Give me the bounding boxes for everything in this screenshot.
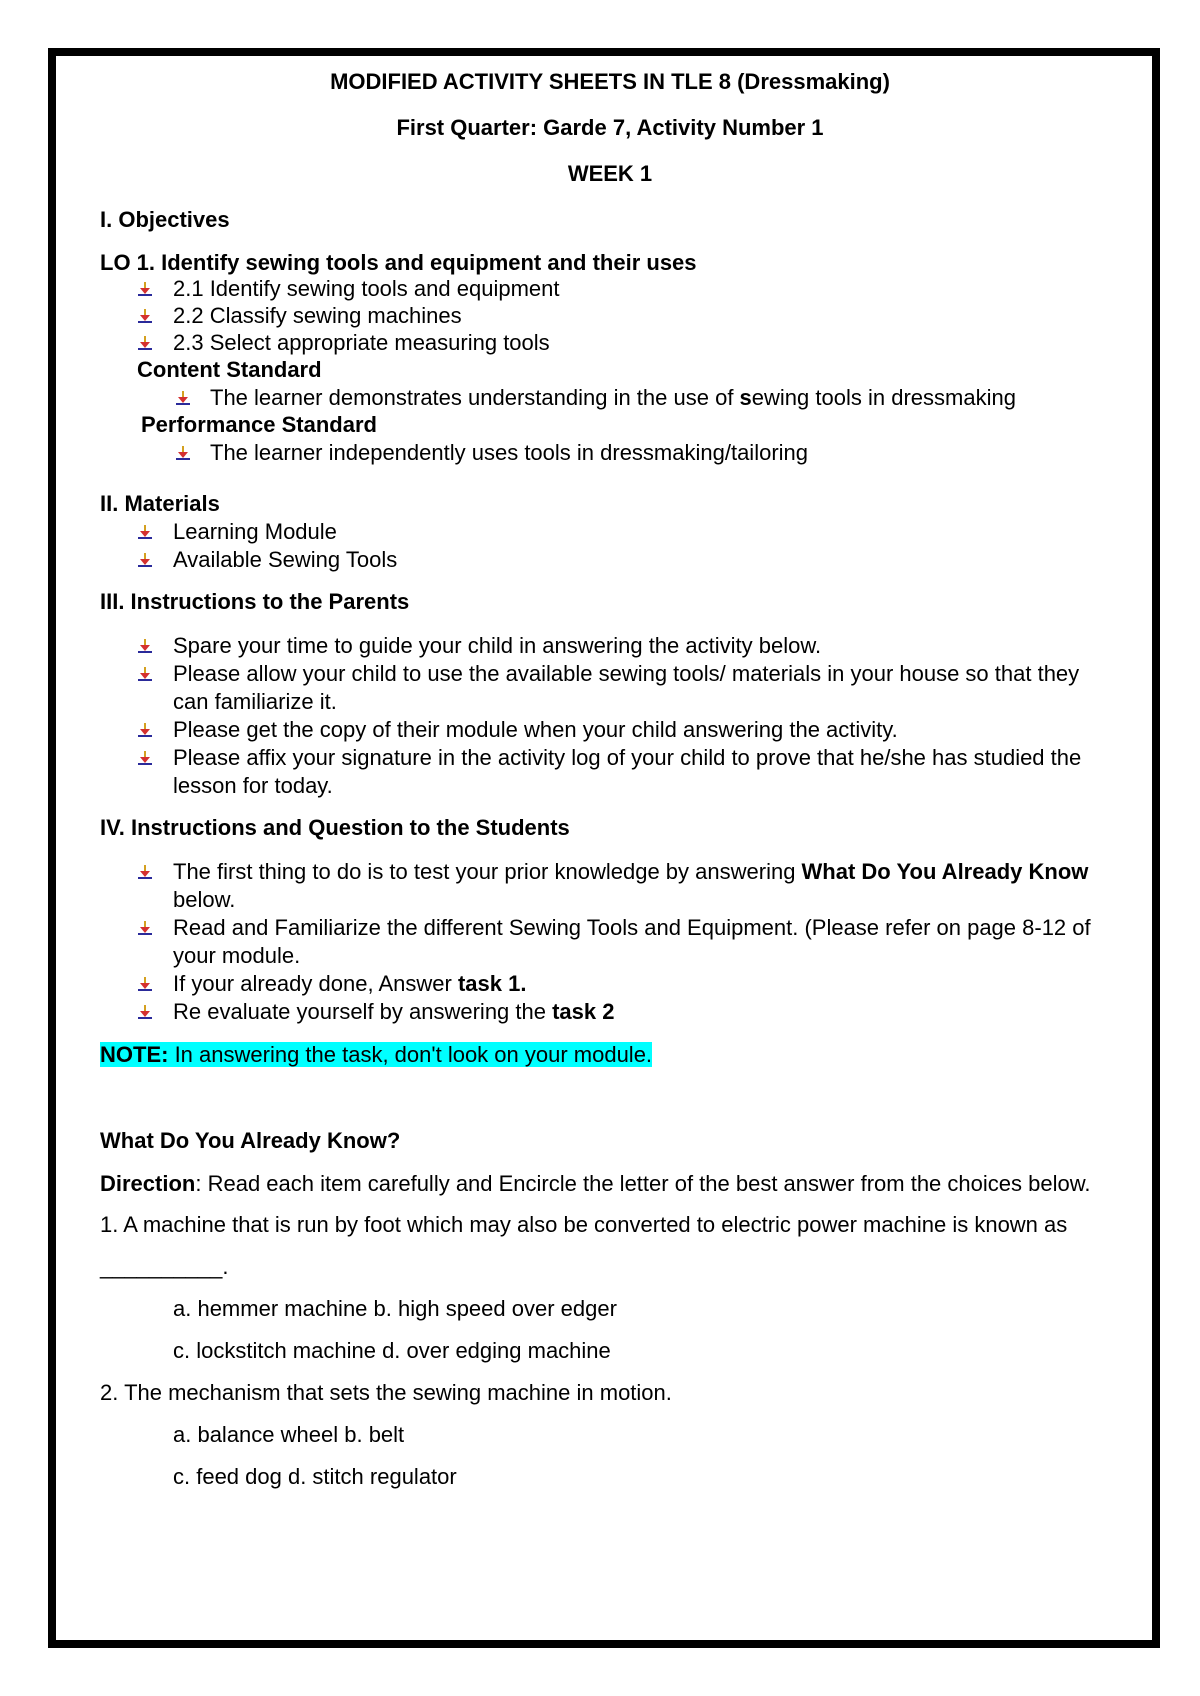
arrow-bullet-icon <box>137 308 153 324</box>
list-item: 2.2 Classify sewing machines <box>100 302 1120 329</box>
question-1: 1. A machine that is run by foot which may also be converted to electric power machine is known as __________. <box>100 1212 1068 1279</box>
list-item: Re evaluate yourself by answering the task 2 <box>100 998 1120 1026</box>
students-list <box>100 858 1120 1026</box>
materials-heading: II. Materials <box>100 491 220 516</box>
arrow-bullet-icon <box>175 445 191 461</box>
question-2: 2. The mechanism that sets the sewing machine in motion. <box>100 1380 672 1405</box>
list-item: Learning Module <box>100 518 1120 546</box>
note-line <box>100 1041 1120 1069</box>
activity-sheet <box>100 68 1120 1498</box>
materials-list <box>100 518 1120 574</box>
parents-list <box>100 632 1120 800</box>
list-item: If your already done, Answer task 1. <box>100 970 1120 998</box>
list-item: Read and Familiarize the different Sewing Tools and Equipment. (Please refer on page 8-12 of your module. <box>100 914 1120 970</box>
performance-standard-list <box>100 439 1120 466</box>
arrow-bullet-icon <box>137 666 153 682</box>
list-item: The learner independently uses tools in dressmaking/tailoring <box>100 439 1120 466</box>
arrow-bullet-icon <box>137 335 153 351</box>
list-item: Available Sewing Tools <box>100 546 1120 574</box>
note-highlight: NOTE: In answering the task, don't look on your module. <box>100 1042 653 1067</box>
sheet-title: MODIFIED ACTIVITY SHEETS IN TLE 8 (Dressmaking) <box>330 69 890 94</box>
list-item: The learner demonstrates understanding in the use of sewing tools in dressmaking <box>100 384 1120 411</box>
arrow-bullet-icon <box>137 722 153 738</box>
question-2-options-cd: c. feed dog d. stitch regulator <box>173 1464 457 1489</box>
list-item: Please allow your child to use the available sewing tools/ materials in your house so that they can familiarize it. <box>100 660 1120 716</box>
list-item: Spare your time to guide your child in answering the activity below. <box>100 632 1120 660</box>
arrow-bullet-icon <box>137 976 153 992</box>
list-item: Please affix your signature in the activity log of your child to prove that he/she has studied the lesson for today. <box>100 744 1120 800</box>
quarter-line: First Quarter: Garde 7, Activity Number 1 <box>396 115 824 140</box>
performance-standard-label: Performance Standard <box>141 412 377 437</box>
arrow-bullet-icon <box>137 281 153 297</box>
arrow-bullet-icon <box>137 1004 153 1020</box>
content-standard-list <box>100 384 1120 411</box>
question-1-options-cd: c. lockstitch machine d. over edging machine <box>173 1338 611 1363</box>
arrow-bullet-icon <box>137 638 153 654</box>
direction: Direction: Read each item carefully and Encircle the letter of the best answer from the choices below. <box>100 1171 1091 1196</box>
week-line: WEEK 1 <box>567 161 653 186</box>
list-item: The first thing to do is to test your prior knowledge by answering What Do You Already Know below. <box>100 858 1120 914</box>
objectives-heading: I. Objectives <box>100 207 230 232</box>
content-standard-label: Content Standard <box>137 357 322 382</box>
list-item: 2.1 Identify sewing tools and equipment <box>100 275 1120 302</box>
arrow-bullet-icon <box>137 524 153 540</box>
arrow-bullet-icon <box>175 390 191 406</box>
question-2-options-ab: a. balance wheel b. belt <box>173 1422 405 1447</box>
arrow-bullet-icon <box>137 864 153 880</box>
objective-list <box>100 275 1120 356</box>
students-heading: IV. Instructions and Question to the Students <box>100 815 570 840</box>
question-1-options-ab: a. hemmer machine b. high speed over edger <box>173 1296 617 1321</box>
quiz-heading: What Do You Already Know? <box>100 1128 401 1153</box>
list-item: 2.3 Select appropriate measuring tools <box>100 329 1120 356</box>
list-item: Please get the copy of their module when your child answering the activity. <box>100 716 1120 744</box>
parents-heading: III. Instructions to the Parents <box>100 589 410 614</box>
arrow-bullet-icon <box>137 552 153 568</box>
learning-objective: LO 1. Identify sewing tools and equipment and their uses <box>100 250 697 275</box>
arrow-bullet-icon <box>137 750 153 766</box>
arrow-bullet-icon <box>137 920 153 936</box>
